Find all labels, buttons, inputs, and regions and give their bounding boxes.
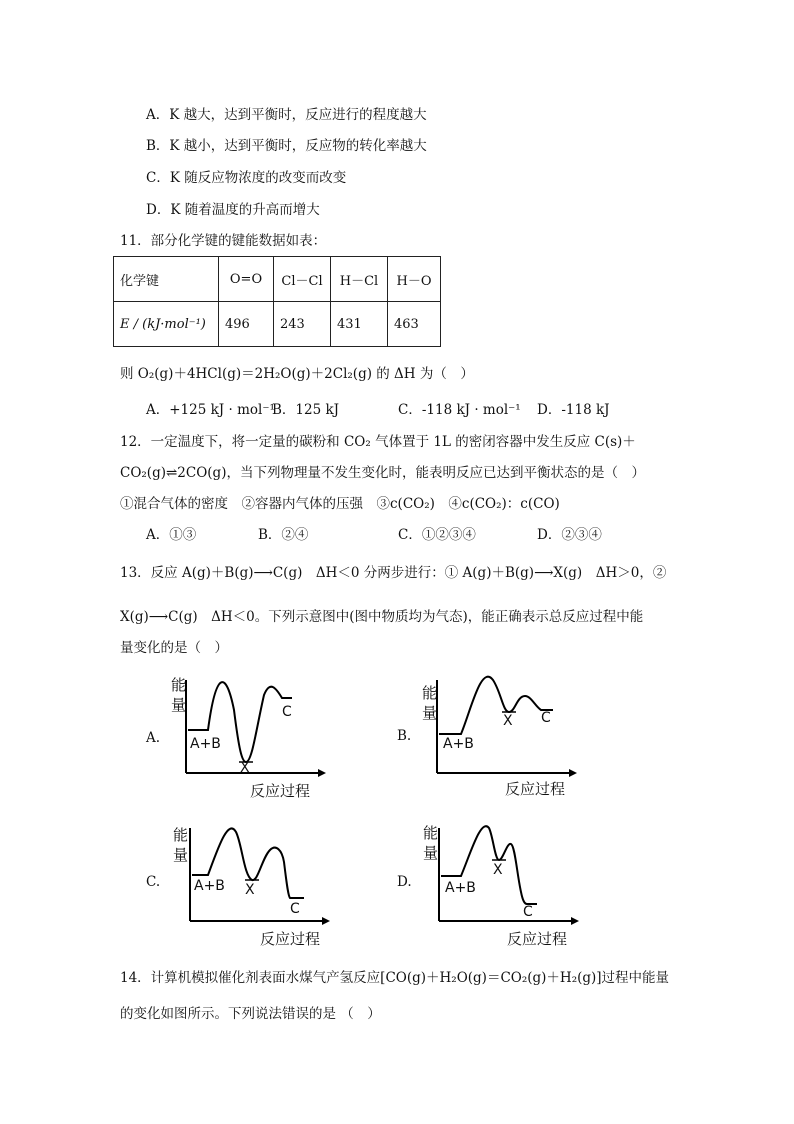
diagram-a <box>146 670 336 809</box>
q12-option-b: B．②④ <box>258 527 309 543</box>
diagram-ylabel: 能 <box>423 824 439 842</box>
diagram-d <box>397 818 587 957</box>
diagram-ylabel: 量 <box>423 844 439 862</box>
diagram-start-label: A+B <box>443 736 474 752</box>
q11-question: 则 O₂(g)＋4HCl(g)＝2H₂O(g)＋2Cl₂(g) 的 ΔH 为（ ） <box>120 366 474 382</box>
diagram-option-label: D. <box>397 874 412 890</box>
diagram-end-label: C <box>523 904 533 920</box>
table-header-cell: O=O <box>219 257 274 302</box>
diagram-ylabel: 量 <box>422 704 438 722</box>
q10-option-c: C．K 随反应物浓度的改变而改变 <box>146 170 347 186</box>
diagram-start-label: A+B <box>190 736 221 752</box>
diagram-ylabel: 量 <box>171 696 187 714</box>
diagram-start-label: A+B <box>194 878 225 894</box>
diagram-b <box>397 670 587 809</box>
table-row <box>114 302 441 347</box>
q10-option-d: D．K 随着温度的升高而增大 <box>146 202 320 218</box>
diagram-xlabel: 反应过程 <box>507 930 568 948</box>
diagram-xlabel: 反应过程 <box>260 930 321 948</box>
diagram-end-label: C <box>282 704 292 720</box>
q11-option-c: C．-118 kJ · mol⁻¹ <box>398 402 521 418</box>
q11-stem: 11．部分化学键的键能数据如表： <box>120 233 327 249</box>
table-cell: 243 <box>274 302 331 347</box>
table-header-cell: 化学键 <box>114 257 219 302</box>
table-row-label: E / (kJ·mol⁻¹) <box>114 302 219 347</box>
diagram-xlabel: 反应过程 <box>505 780 566 798</box>
diagram-start-label: A+B <box>445 880 476 896</box>
diagram-mid-label: X <box>245 882 255 898</box>
diagram-ylabel: 能 <box>173 826 189 844</box>
q10-option-a: A．K 越大，达到平衡时，反应进行的程度越大 <box>146 107 427 123</box>
diagram-option-label: A. <box>146 730 161 746</box>
diagram-mid-label: X <box>493 862 503 878</box>
diagram-c <box>146 818 336 957</box>
q12-option-d: D．②③④ <box>537 527 602 543</box>
diagram-ylabel: 能 <box>171 676 187 694</box>
table-header-cell: Cl－Cl <box>274 257 331 302</box>
q14-stem-line1: 14．计算机模拟催化剂表面水煤气产氢反应[CO(g)＋H₂O(g)＝CO₂(g)＋H₂(g)]过程中能量 <box>120 970 670 986</box>
q13-stem-line1: 13．反应 A(g)＋B(g)⟶C(g) ΔH＜0 分两步进行：① A(g)＋B(g)⟶X(g) ΔH＞0，② <box>120 565 667 581</box>
q12-stem-line2: CO₂(g)⇌2CO(g)，当下列物理量不发生变化时，能表明反应已达到平衡状态的是（ ） <box>120 465 645 481</box>
diagram-end-label: C <box>541 710 551 726</box>
diagram-end-label: C <box>290 901 300 917</box>
q12-option-c: C．①②③④ <box>398 527 476 543</box>
table-row <box>114 257 441 302</box>
table-cell: 496 <box>219 302 274 347</box>
q11-option-a: A．+125 kJ · mol⁻¹ <box>146 402 275 418</box>
q11-option-b: B．125 kJ <box>272 402 340 418</box>
diagram-ylabel: 量 <box>173 846 189 864</box>
bond-energy-table <box>113 256 441 347</box>
q12-option-a: A．①③ <box>146 527 197 543</box>
diagram-xlabel: 反应过程 <box>250 782 311 800</box>
q12-stem-line1: 12．一定温度下，将一定量的碳粉和 CO₂ 气体置于 1L 的密闭容器中发生反应 C(s)＋ <box>120 434 636 450</box>
table-cell: 463 <box>388 302 441 347</box>
diagram-mid-label: X <box>503 713 513 729</box>
diagram-ylabel: 能 <box>422 684 438 702</box>
table-header-cell: H－Cl <box>331 257 388 302</box>
diagram-mid-label: X <box>240 760 250 776</box>
q13-stem-line3: 量变化的是（ ） <box>120 640 228 656</box>
table-cell: 431 <box>331 302 388 347</box>
diagram-option-label: B. <box>397 728 412 744</box>
table-header-cell: H－O <box>388 257 441 302</box>
q14-stem-line2: 的变化如图所示。下列说法错误的是 （ ） <box>120 1006 381 1022</box>
q13-stem-line2: X(g)⟶C(g) ΔH＜0。下列示意图中(图中物质均为气态)，能正确表示总反应过程中能 <box>120 609 644 625</box>
q12-conditions: ①混合气体的密度 ②容器内气体的压强 ③c(CO₂) ④c(CO₂)：c(CO) <box>120 496 560 512</box>
q10-option-b: B．K 越小，达到平衡时，反应物的转化率越大 <box>146 138 427 154</box>
diagram-option-label: C. <box>146 874 161 890</box>
q11-option-d: D．-118 kJ <box>537 402 610 418</box>
